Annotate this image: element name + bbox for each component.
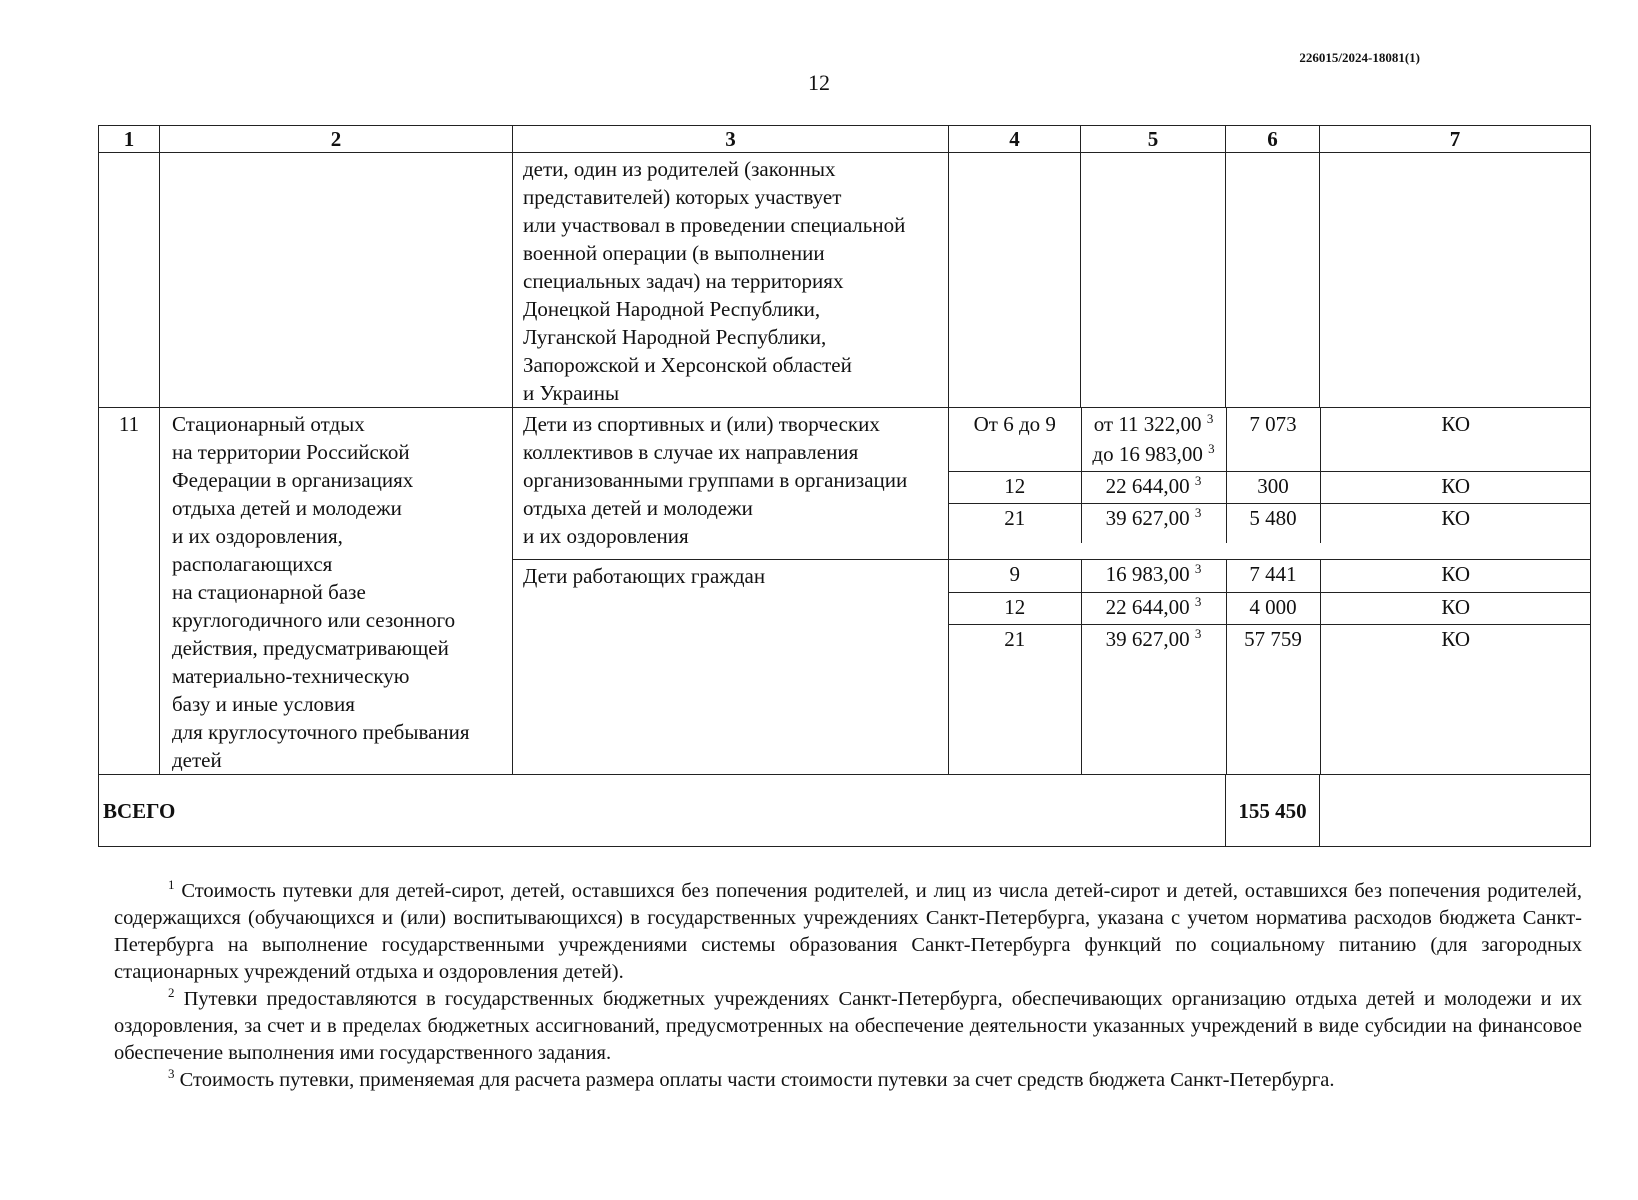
source-cell: КО — [1320, 408, 1591, 471]
days-cell: 9 — [949, 560, 1081, 592]
table-row — [949, 471, 1591, 503]
days-cell: 21 — [949, 624, 1081, 774]
cost-cell: 22 644,00 $^3$ — [1081, 471, 1226, 503]
source-cell: КО — [1320, 471, 1591, 503]
count-cell: 7 073 — [1226, 408, 1320, 471]
category-sports-groups: Дети из спортивных и (или) творческих коллективов в случае их направления организованными группами в организации отдыха детей и молодежи и их оздоровления — [513, 408, 949, 560]
group1-values — [949, 408, 1591, 560]
table-row — [949, 592, 1591, 624]
source-cell: КО — [1320, 560, 1591, 592]
source-cell: КО — [1441, 626, 1471, 651]
footnote: $^3$ Стоимость путевки, применяемая для расчета размера оплаты части стоимости путевки за счет средств бюджета Санкт-Петербурга. — [168, 1066, 1335, 1091]
days-cell: 21 — [949, 503, 1081, 543]
column-header: 3 — [513, 126, 949, 153]
service-description: Стационарный отдых на территории Российской Федерации в организациях отдыха детей и молодежи и их оздоровления, располагающихся на стационарной базе круглогодичного или сезонного действия, предусматривающей материально-техническую базу и иные условия для круглосуточного пребывания детей — [160, 408, 513, 775]
count-cell: 57 759 — [1226, 624, 1320, 774]
footnote: $^1$ Стоимость путевки для детей-сирот, детей, оставшихся без попечения родителей, и лиц из числа детей-сирот и детей, оставшихся без попечения родителей, содержащихся (обучающихся и (или) воспитывающихся) в государственных учреждениях Санкт-Петербурга, указана с учетом норматива расходов бюджета Санкт-Петербурга на выполнение государственными учреждениями системы образования Санкт-Петербурга функций по социальному питанию (для загородных стационарных учреждений отдыха и оздоровления детей). — [114, 877, 1582, 983]
column-header: 1 — [99, 126, 160, 153]
count-cell: 4 000 — [1226, 592, 1320, 624]
cost-cell: 22 644,00 $^3$ — [1081, 592, 1226, 624]
source-cell: КО — [1320, 592, 1591, 624]
column-header: 7 — [1320, 126, 1591, 153]
count-cell: 7 441 — [1226, 560, 1320, 592]
table-row — [949, 624, 1591, 774]
continuation-row — [99, 153, 1591, 408]
footnote: $^2$ Путевки предоставляются в государственных бюджетных учреждениях Санкт-Петербурга, обеспечивающих организацию отдыха детей и молодежи и их оздоровления, за счет и в пределах бюджетных ассигнований, предусмотренных на обеспечение деятельности указанных учреждений в виде субсидии на финансовое обеспечение выполнения ими государственного задания. — [114, 985, 1582, 1064]
total-label: ВСЕГО — [99, 775, 1226, 847]
group2-values — [949, 560, 1591, 775]
column-header: 2 — [160, 126, 513, 153]
column-header: 5 — [1081, 126, 1226, 153]
days-cell: 12 — [949, 471, 1081, 503]
table-row — [949, 503, 1591, 543]
count-cell: 5 480 — [1226, 503, 1320, 543]
services-table — [98, 125, 1591, 847]
table-row — [99, 408, 1591, 560]
page-number: 12 — [808, 70, 830, 95]
days-cell: От 6 до 9 — [949, 408, 1081, 471]
cost-cell: 39 627,00 $^3$ — [1081, 624, 1226, 774]
category-working-parents: Дети работающих граждан — [513, 560, 949, 775]
cost-cell: 16 983,00 $^3$ — [1081, 560, 1226, 592]
footnotes — [114, 878, 1582, 1094]
document-number: 226015/2024-18081(1) — [1299, 50, 1420, 65]
source-cell: КО — [1441, 505, 1471, 530]
days-cell: 12 — [949, 592, 1081, 624]
cost-cell: 39 627,00 $^3$ — [1081, 503, 1226, 543]
total-row — [99, 775, 1591, 847]
cost-cell: от 11 322,00 $^3$ до 16 983,00 $^3$ — [1081, 408, 1226, 471]
count-cell: 300 — [1226, 471, 1320, 503]
table-header-row — [99, 126, 1591, 153]
row-number: 11 — [99, 408, 160, 775]
table-row — [949, 560, 1591, 592]
total-value: 155 450 — [1226, 775, 1320, 847]
column-header: 6 — [1226, 126, 1320, 153]
continuation-category: дети, один из родителей (законных представителей) которых участвует или участвовал в проведении специальной военной операции (в выполнении специальных задач) на территориях Донецкой Народной Республики, Луганской Народной Республики, Запорожской и Херсонской областей и Украины — [513, 153, 949, 408]
column-header: 4 — [949, 126, 1081, 153]
table-row — [949, 408, 1591, 471]
